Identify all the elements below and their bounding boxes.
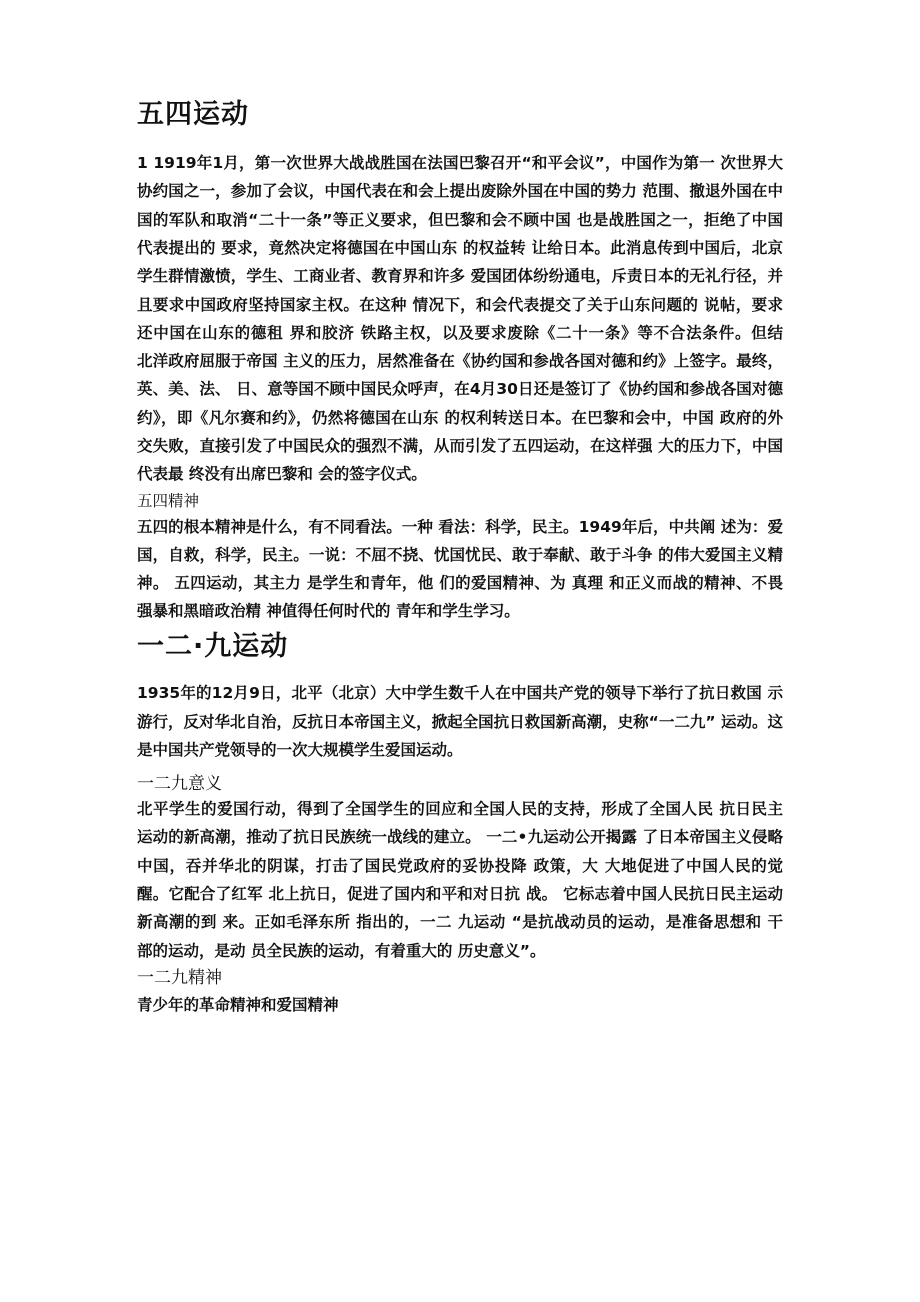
text-line: 交失败，直接引发了中国民众的强烈不满，从而引发了五四运动，在这样强 大的压力下，中国 [137, 437, 783, 455]
text-line: 是中国共产党领导的一次大规模学生爱国运动。 [137, 741, 463, 759]
text-line: 协约国之一，参加了会议，中国代表在和会上提出废除外国在中国的势力 范围、撤退外国在中 [137, 182, 783, 201]
text-line: 五四的根本精神是什么，有不同看法。一种 看法：科学，民主。1949年后，中共阐 述为：爱 [137, 518, 783, 536]
text-line: 北平学生的爱国行动，得到了全国学生的回应和全国人民的支持，形成了全国人民 抗日民主 [137, 800, 783, 818]
text-line: 醒。它配合了红军 北上抗日，促进了国内和平和对日抗 战。 它标志着中国人民抗日民主运动 [137, 884, 783, 903]
text-line: 强暴和黑暗政治精 神值得任何时代的 青年和学生学习。 [137, 602, 520, 620]
text-line: 代表提出的 要求，竟然决定将德国在中国山东 的权益转 让给日本。此消息传到中国后，北京 [137, 238, 783, 257]
text-line: 国，自救，科学，民主。一说：不屈不挠、忧国忧民、敢于奉献、敢于斗争 的伟大爱国主义精 [137, 546, 783, 564]
text-line: 中国，吞并华北的阴谋，打击了国民党政府的妥协投降 政策，大 大地促进了中国人民的觉 [137, 856, 783, 875]
december-ninth-spirit-text: 青少年的革命精神和爱国精神 [137, 996, 339, 1014]
text-line: 北洋政府屈服于帝国 主义的压力，居然准备在《协约国和参战各国对德和约》上签字。最终， [137, 352, 783, 371]
text-line: 部的运动，是动 员全民族的运动，有着重大的 历史意义”。 [137, 941, 546, 960]
text-line: 约》，即《凡尔赛和约》，仍然将德国在山东 的权利转送日本。在巴黎和会中，中国 政府的外 [137, 408, 783, 427]
text-line: 国的军队和取消“二十一条”等正义要求，但巴黎和会不顾中国 也是战胜国之一，拒绝了中国 [137, 210, 783, 229]
text-line: 新高潮的到 来。正如毛泽东所 指出的，一二 九运动 “是抗战动员的运动，是准备思想和 干 [137, 913, 783, 932]
subheading-december-ninth-spirit: 一二九精神 [137, 968, 222, 988]
text-line: 神。 五四运动，其主力 是学生和青年，他 们的爱国精神、为 真理 和正义而战的精神、不畏 [137, 574, 783, 592]
text-line: 代表最 终没有出席巴黎和 会的签字仪式。 [137, 465, 427, 484]
text-line: 学生群情激愤，学生、工商业者、教育界和许多 爱国团体纷纷通电，斥责日本的无礼行径，并 [137, 267, 783, 286]
subheading-may-fourth-spirit: 五四精神 [137, 492, 200, 510]
text-line: 且要求中国政府坚持国家主权。在这种 情况下，和会代表提交了关于山东问题的 说帖，要求 [137, 295, 783, 314]
subheading-december-ninth-meaning: 一二九意义 [137, 774, 222, 794]
text-line: 还中国在山东的德租 界和胶济 铁路主权，以及要求废除《二十一条》等不合法条件。但结 [137, 323, 783, 342]
heading-may-fourth: 五四运动 [137, 99, 249, 130]
text-line: 英、美、法、 日、意等国不顾中国民众呼声，在4月30日还是签订了《协约国和参战各国对德 [137, 380, 783, 399]
text-line: 运动的新高潮，推动了抗日民族统一战线的建立。 一二•九运动公开揭露 了日本帝国主义侵略 [137, 828, 783, 847]
heading-december-ninth: 一二·九运动 [137, 631, 289, 662]
text-line: 1 1919年1月，第一次世界大战战胜国在法国巴黎召开“和平会议”，中国作为第一 次世界大 [137, 154, 783, 172]
text-line: 1935年的12月9日，北平（北京）大中学生数千人在中国共产党的领导下举行了抗日救国 示 [137, 684, 783, 702]
text-line: 游行，反对华北自治，反抗日本帝国主义，掀起全国抗日救国新高潮，史称“一二九” 运动。这 [137, 712, 783, 731]
